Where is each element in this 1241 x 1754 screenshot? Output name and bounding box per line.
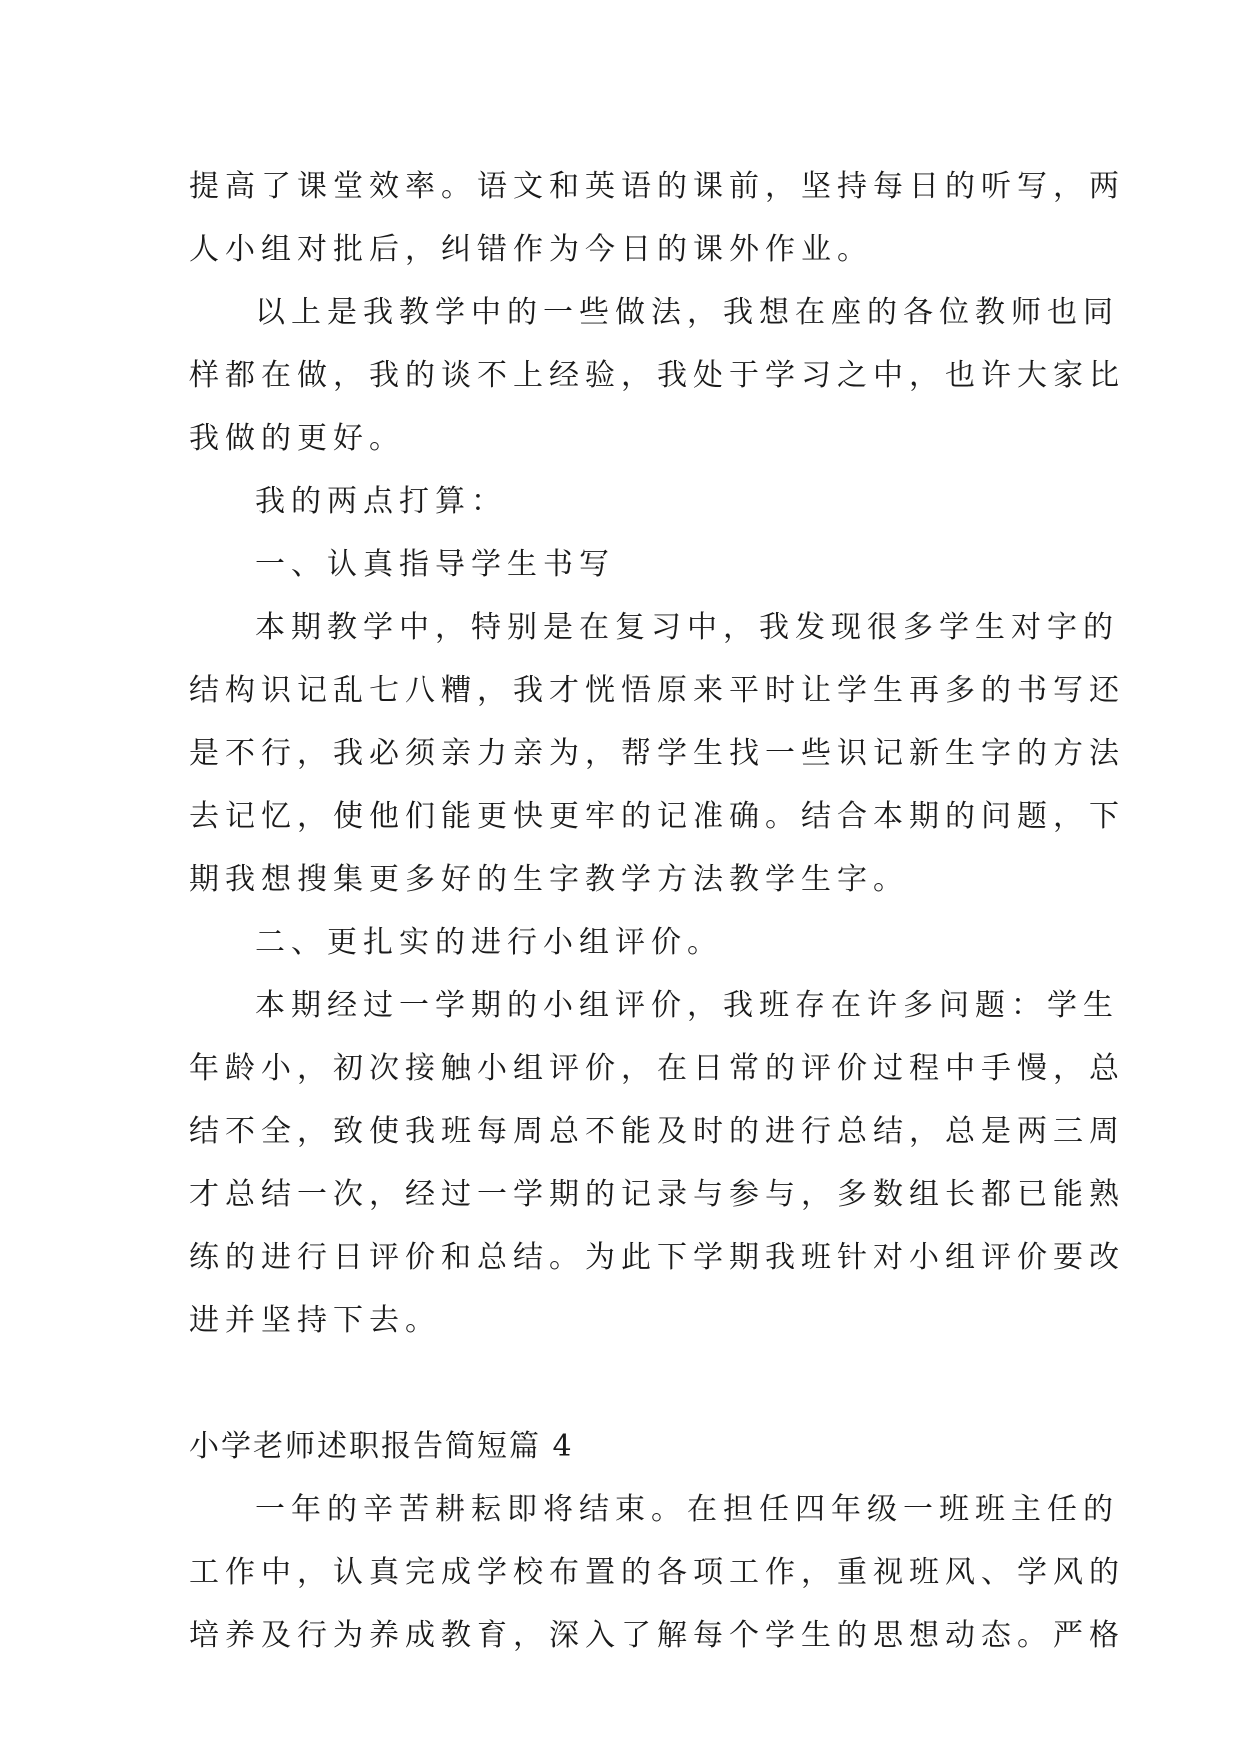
document-body	[189, 155, 1125, 1667]
paragraph-line: 期我想搜集更多好的生字教学方法教学生字。	[189, 862, 909, 897]
subheading-line: 二、更扎实的进行小组评价。	[255, 925, 723, 960]
paragraph-line: 练的进行日评价和总结。为此下学期我班针对小组评价要改	[189, 1240, 1125, 1275]
paragraph-line: 工作中，认真完成学校布置的各项工作，重视班风、学风的	[189, 1555, 1125, 1590]
paragraph-line: 去记忆，使他们能更快更牢的记准确。结合本期的问题，下	[189, 799, 1125, 834]
paragraph-line: 样都在做，我的谈不上经验，我处于学习之中，也许大家比	[189, 358, 1125, 393]
paragraph-line: 一年的辛苦耕耘即将结束。在担任四年级一班班主任的	[255, 1492, 1119, 1527]
paragraph-line: 本期教学中，特别是在复习中，我发现很多学生对字的	[255, 610, 1119, 645]
paragraph-line: 结不全，致使我班每周总不能及时的进行总结，总是两三周	[189, 1114, 1125, 1149]
paragraph-line: 培养及行为养成教育，深入了解每个学生的思想动态。严格	[189, 1618, 1125, 1653]
subheading-line: 一、认真指导学生书写	[255, 547, 615, 582]
paragraph-line: 提高了课堂效率。语文和英语的课前，坚持每日的听写，两	[189, 169, 1125, 204]
paragraph-line: 年龄小，初次接触小组评价，在日常的评价过程中手慢，总	[189, 1051, 1125, 1086]
section-heading: 小学老师述职报告简短篇 4	[189, 1429, 574, 1464]
paragraph-line: 以上是我教学中的一些做法，我想在座的各位教师也同	[255, 295, 1119, 330]
paragraph-line: 才总结一次，经过一学期的记录与参与，多数组长都已能熟	[189, 1177, 1125, 1212]
paragraph-line: 结构识记乱七八糟，我才恍悟原来平时让学生再多的书写还	[189, 673, 1125, 708]
paragraph-line: 本期经过一学期的小组评价，我班存在许多问题：学生	[255, 988, 1119, 1023]
paragraph-line: 人小组对批后，纠错作为今日的课外作业。	[189, 232, 873, 267]
paragraph-line: 我做的更好。	[189, 421, 405, 456]
paragraph-line: 进并坚持下去。	[189, 1303, 441, 1338]
paragraph-line: 是不行，我必须亲力亲为，帮学生找一些识记新生字的方法	[189, 736, 1125, 771]
paragraph-line: 我的两点打算：	[255, 484, 507, 519]
